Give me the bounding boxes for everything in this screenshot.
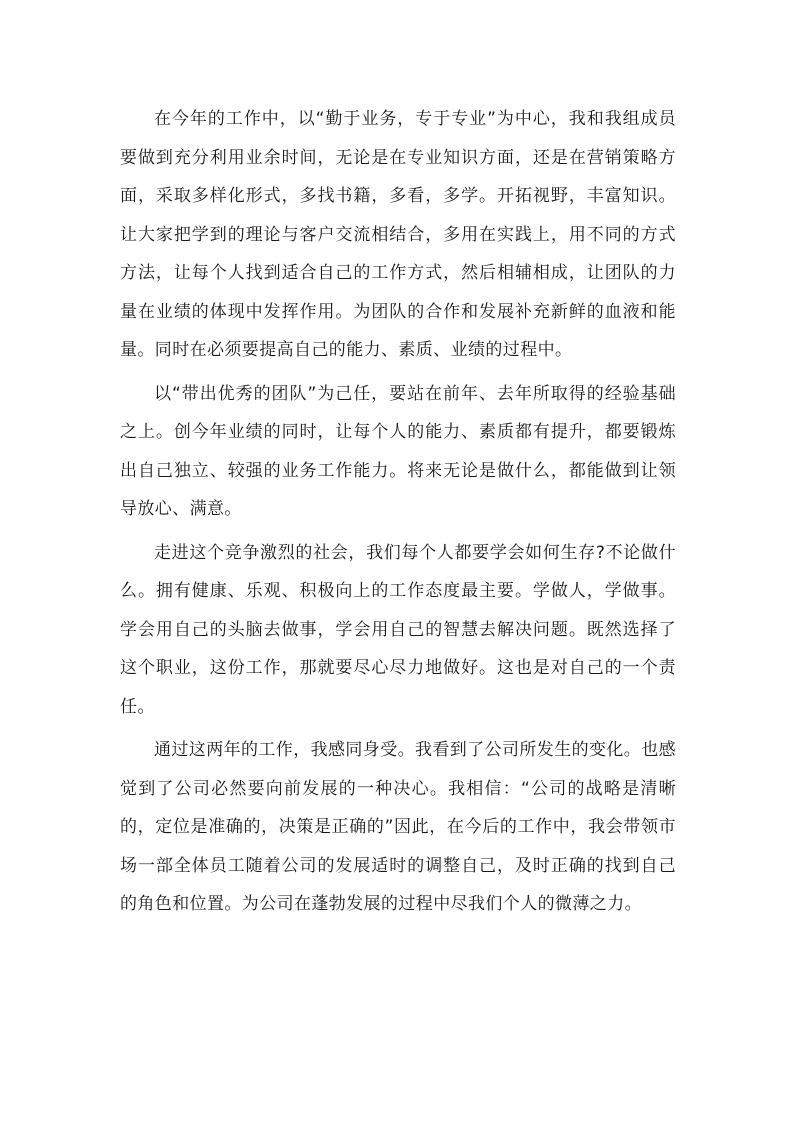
paragraph-2: 以“带出优秀的团队”为己任，要站在前年、去年所取得的经验基础之上。创今年业绩的同时，让每个人的能力、素质都有提升，都要锻炼出自己独立、较强的业务工作能力。将来无论是做什么，都能做到让领导放心、满意。 [120, 383, 676, 519]
paragraph-3: 走进这个竞争激烈的社会，我们每个人都要学会如何生存?不论做什么。拥有健康、乐观、积极向上的工作态度最主要。学做人，学做事。学会用自己的头脑去做事，学会用自己的智慧去解决问题。既然选择了这个职业，这份工作，那就要尽心尽力地做好。这也是对自己的一个责任。 [120, 542, 676, 717]
document-page [120, 100, 676, 929]
paragraph-4: 通过这两年的工作，我感同身受。我看到了公司所发生的变化。也感觉到了公司必然要向前发展的一种决心。我相信：“公司的战略是清晰的，定位是准确的，决策是正确的”因此，在今后的工作中，我会带领市场一部全体员工随着公司的发展适时的调整自己，及时正确的找到自己的角色和位置。为公司在蓬勃发展的过程中尽我们个人的微薄之力。 [120, 740, 676, 914]
paragraph-1: 在今年的工作中，以“勤于业务，专于专业”为中心，我和我组成员要做到充分利用业余时间，无论是在专业知识方面，还是在营销策略方面，采取多样化形式，多找书籍，多看，多学。开拓视野，丰富知识。让大家把学到的理论与客户交流相结合，多用在实践上，用不同的方式方法，让每个人找到适合自己的工作方式，然后相辅相成，让团队的力量在业绩的体现中发挥作用。为团队的合作和发展补充新鲜的血液和能量。同时在必须要提高自己的能力、素质、业绩的过程中。 [120, 109, 676, 360]
